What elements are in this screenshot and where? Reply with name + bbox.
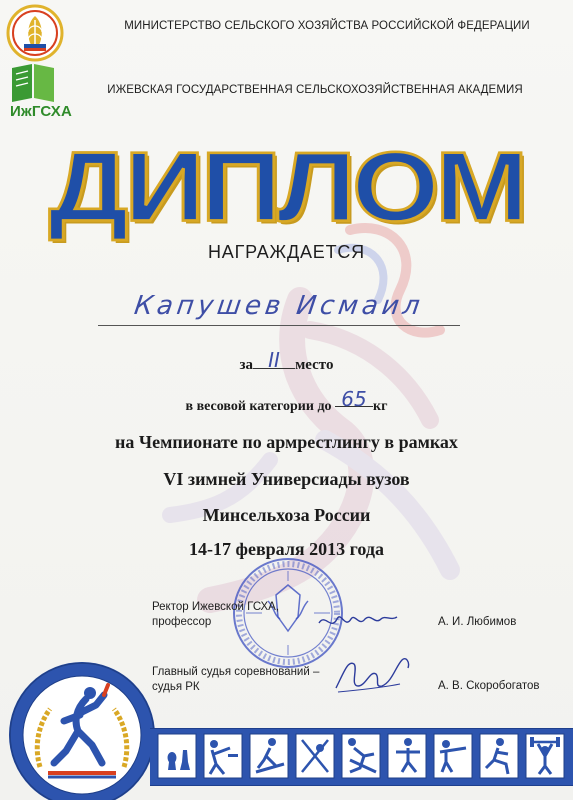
place-line bbox=[0, 348, 573, 374]
chess-icon bbox=[158, 734, 196, 778]
judge-title-2: судья РК bbox=[152, 681, 200, 693]
rector-signature bbox=[315, 605, 400, 635]
awarded-label: НАГРАЖДАЕТСЯ bbox=[208, 242, 365, 262]
rector-title: Ректор Ижевской ГСХА, bbox=[152, 601, 280, 613]
rifle-shooting-icon bbox=[434, 734, 472, 778]
volleyball-icon bbox=[204, 734, 242, 778]
place-value: II bbox=[253, 352, 295, 369]
academy-heading: ИЖЕВСКАЯ ГОСУДАРСТВЕННАЯ СЕЛЬСКОХОЗЯЙСТВЕННАЯ АКАДЕМИЯ bbox=[107, 84, 523, 96]
weight-line bbox=[0, 387, 573, 415]
event-line-3: Минсельхоза России bbox=[202, 505, 371, 525]
weight-value: 65 bbox=[335, 392, 373, 407]
running-icon bbox=[480, 734, 518, 778]
ski-jump-icon bbox=[342, 734, 380, 778]
weight-prefix: в весовой категории до bbox=[185, 399, 332, 414]
rector-name: А. И. Любимов bbox=[438, 616, 517, 628]
judge-title: Главный судья соревнований – bbox=[152, 666, 320, 678]
academy-logo-text: ИжГСХА bbox=[10, 103, 73, 120]
place-prefix: за bbox=[239, 357, 254, 373]
diploma-title: ДИПЛОМ bbox=[48, 131, 525, 242]
target-shooting-icon bbox=[296, 734, 334, 778]
sport-icons bbox=[150, 728, 573, 784]
rector-title-2: профессор bbox=[152, 616, 212, 628]
event-line-1: на Чемпионате по армрестлингу в рамках bbox=[115, 432, 458, 452]
weightlifting-icon bbox=[526, 734, 564, 778]
ministry-heading: МИНИСТЕРСТВО СЕЛЬСКОГО ХОЗЯЙСТВА РОССИЙСКОЙ ФЕДЕРАЦИИ bbox=[124, 20, 530, 32]
judge-name: А. В. Скоробогатов bbox=[438, 680, 540, 692]
armwrestling-icon bbox=[388, 734, 426, 778]
weight-unit: кг bbox=[373, 399, 388, 414]
skiing-icon bbox=[250, 734, 288, 778]
universiade-logo bbox=[4, 655, 160, 800]
judge-signature bbox=[330, 652, 415, 697]
recipient-name: Капушев Исмаил bbox=[132, 291, 426, 321]
event-dates: 14-17 февраля 2013 года bbox=[189, 539, 384, 559]
event-line-2: VI зимней Универсиады вузов bbox=[163, 469, 410, 489]
ministry-emblem-icon bbox=[6, 4, 64, 62]
recipient-name-underline bbox=[98, 325, 460, 326]
place-suffix: место bbox=[295, 357, 334, 373]
